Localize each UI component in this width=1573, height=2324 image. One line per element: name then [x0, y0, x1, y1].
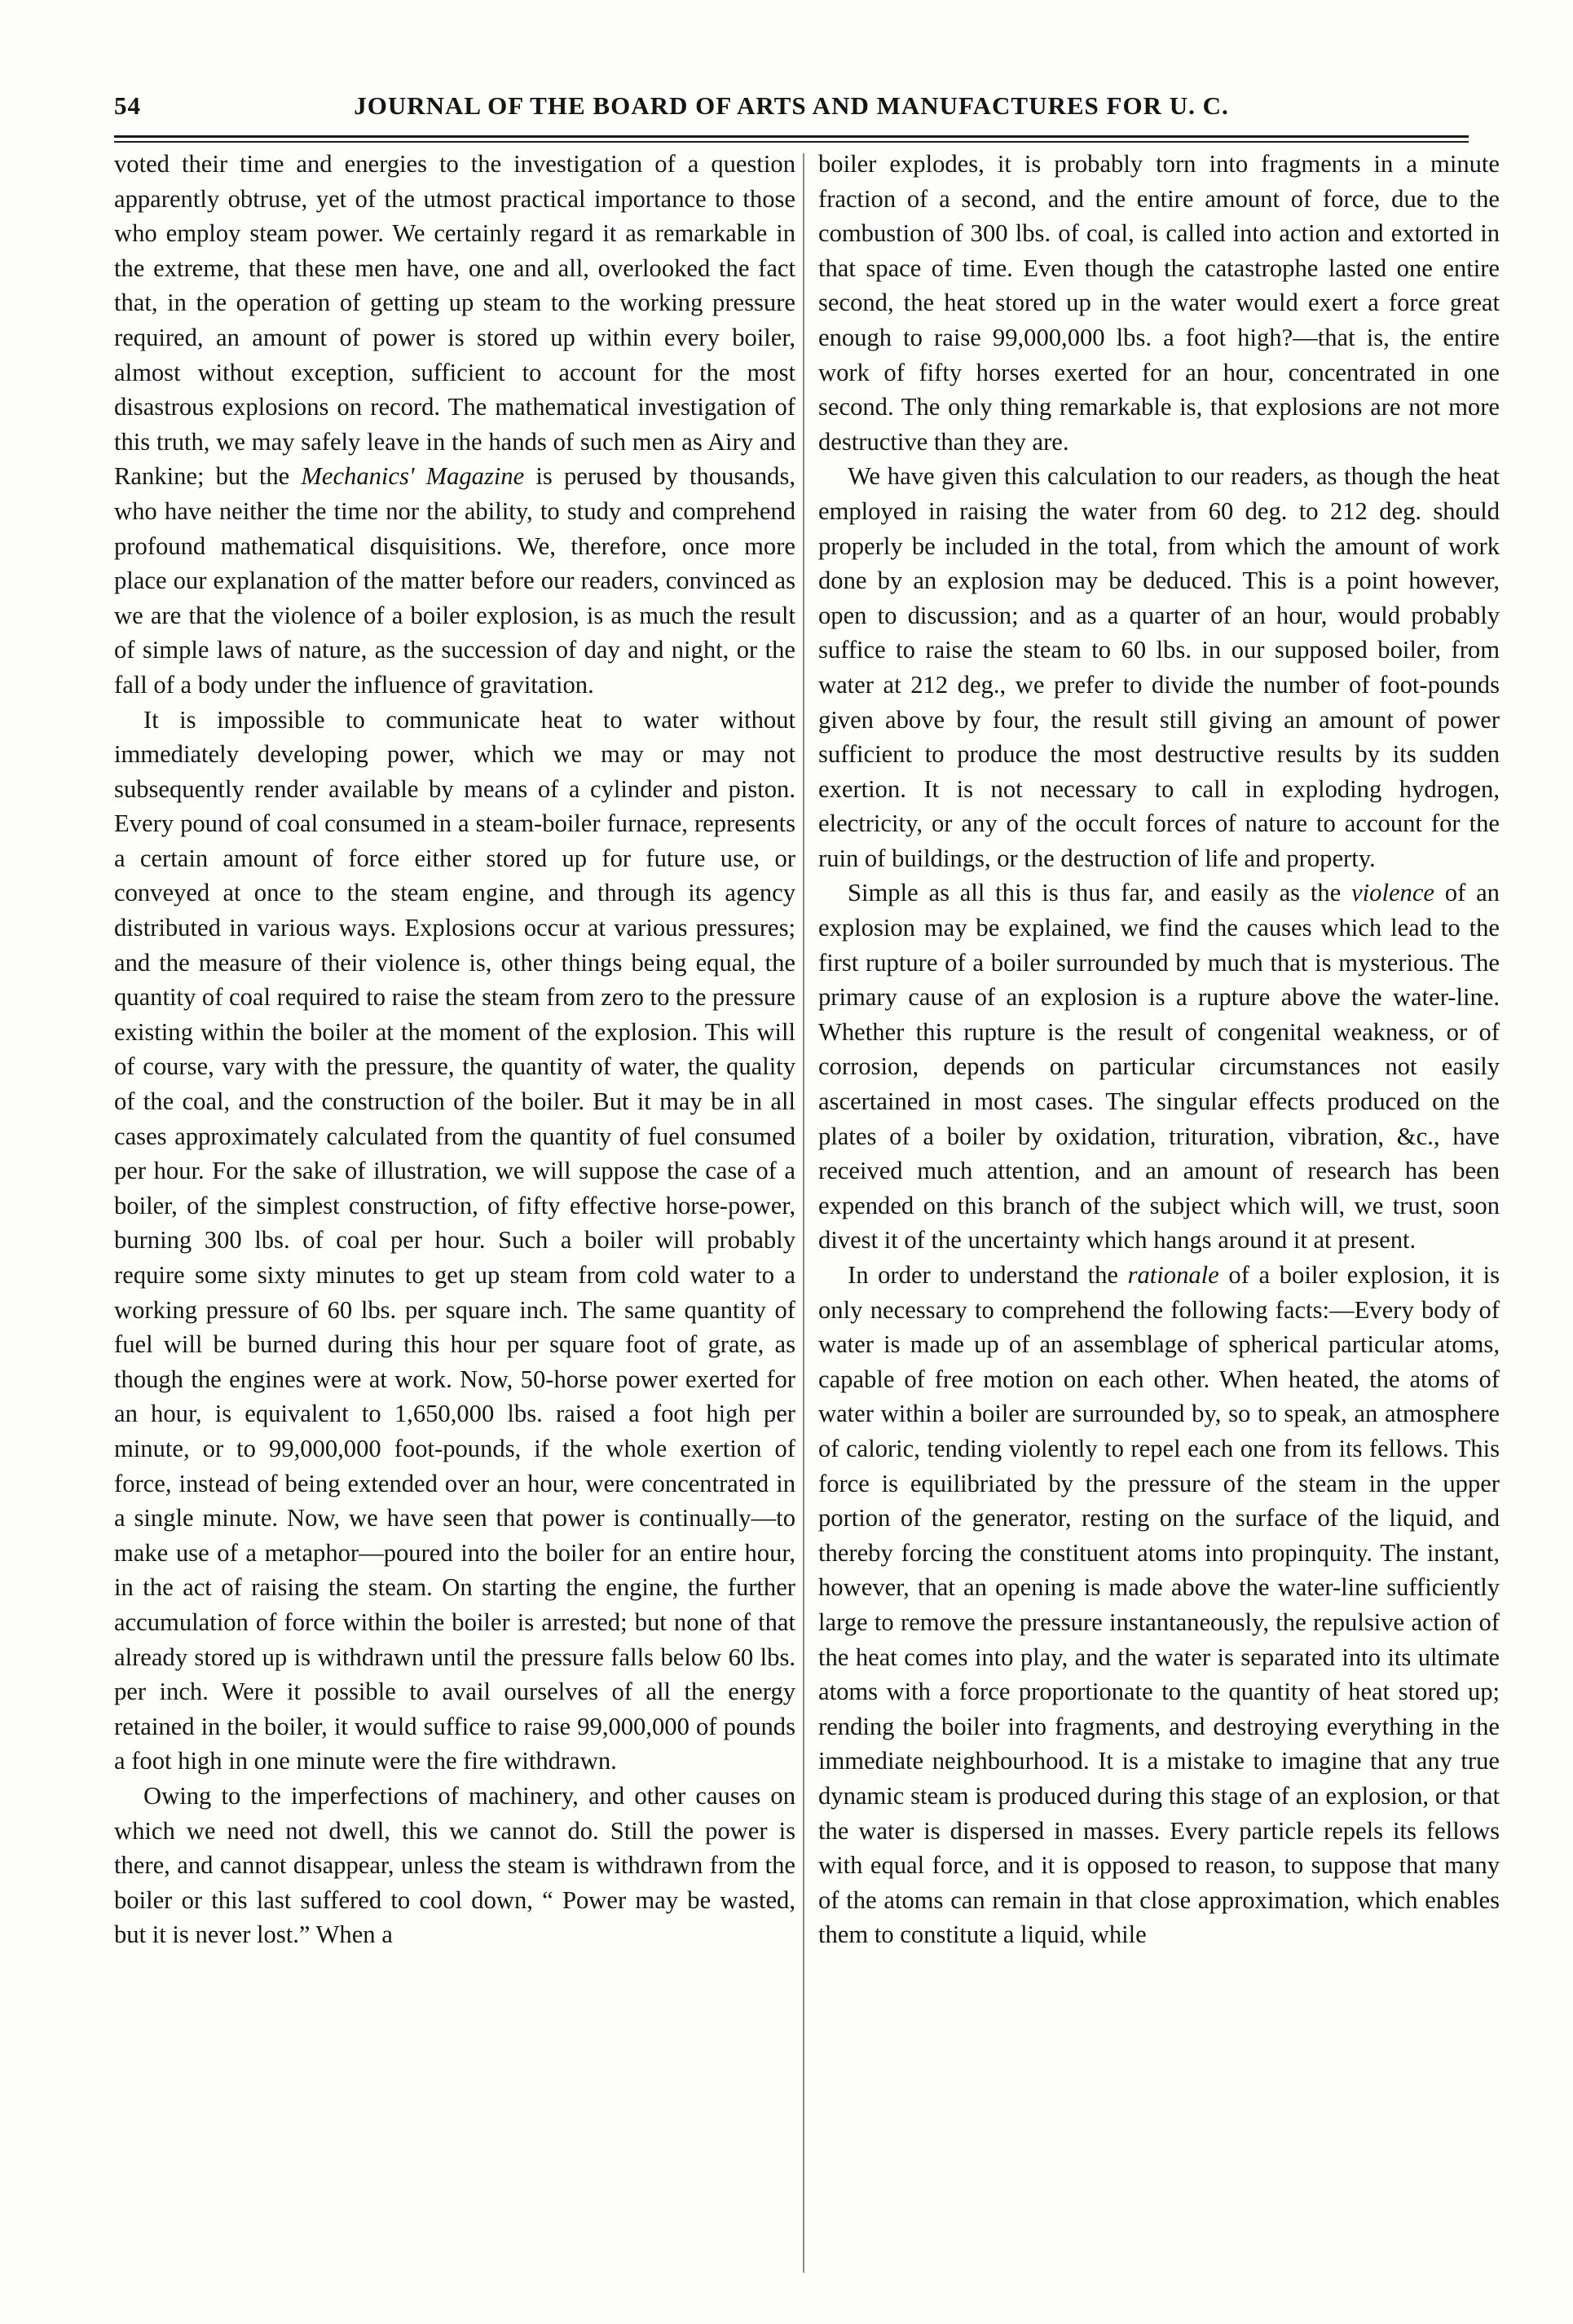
page-header [114, 91, 1469, 129]
paragraph: Simple as all this is thus far, and easily as the violence of an explosion may be explained, we find the causes which lead to the first rupture of a boiler surrounded by much that is mysterious. The primary cause of an explosion is a rupture above the water-line. Whether this rupture is the result of congenital weakness, or of corrosion, depends on particular circumstances not easily ascertained in most cases. The singular effects produced on the plates of a boiler by oxidation, trituration, vibration, &c., have received much attention, and an amount of research has been expended on this branch of the subject which will, we trust, soon divest it of the uncertainty which hangs around it at present. [818, 879, 1500, 1255]
paragraph: boiler explodes, it is probably torn into fragments in a minute fraction of a second, and the entire amount of force, due to the combustion of 300 lbs. of coal, is called into action and extorted in that space of time. Even though the catastrophe lasted one entire second, the heat stored up in the water would exert a force great enough to raise 99,000,000 lbs. a foot high?—that is, the entire work of fifty horses exerted for an hour, concentrated in one second. The only thing remarkable is, that explosions are not more destructive than they are. [818, 150, 1500, 456]
paragraph: We have given this calculation to our readers, as though the heat employed in raising the water from 60 deg. to 212 deg. should properly be included in the total, from which the amount of work done by an explosion may be deduced. This is a point however, open to discussion; and as a quarter of an hour, would probably suffice to raise the steam to 60 lbs. in our supposed boiler, from water at 212 deg., we prefer to divide the number of foot-pounds given above by four, the result still giving an amount of power sufficient to produce the most destructive results by its sudden exertion. It is not necessary to call in exploding hydrogen, electricity, or any of the occult forces of nature to account for the ruin of buildings, or the destruction of life and property. [818, 462, 1500, 872]
header-rule-thin [114, 141, 1469, 143]
paragraph: In order to understand the rationale of a boiler explosion, it is only necessary to comprehend the following facts:—Every body of water is made up of an assemblage of spherical particular atoms, capable of free motion on each other. When heated, the atoms of water within a boiler are surrounded by, so to speak, an atmosphere of caloric, tending violently to repel each one from its fellows. This force is equilibriated by the pressure of the steam in the upper portion of the generator, resting on the surface of the liquid, and thereby forcing the constituent atoms into propinquity. The instant, however, that an opening is made above the water-line sufficiently large to remove the pressure instantaneously, the repulsive action of the heat comes into play, and the water is separated into its ultimate atoms with a force proportionate to the quantity of heat stored up; rending the boiler into fragments, and destroying everything in the immediate neighbourhood. It is a mistake to imagine that any true dynamic steam is produced during this stage of an explosion, or that the water is dispersed in masses. Every particle repels its fellows with equal force, and it is opposed to reason, to suppose that many of the atoms can remain in that close approximation, which enables them to constitute a liquid, while [818, 1261, 1500, 1949]
column-divider [803, 153, 804, 2273]
left-column [114, 147, 795, 2266]
running-title: JOURNAL OF THE BOARD OF ARTS AND MANUFACTURES FOR U. C. [354, 91, 1229, 120]
page-number: 54 [114, 91, 141, 120]
paragraph: Owing to the imperfections of machinery, and other causes on which we need not dwell, this we cannot do. Still the power is there, and cannot disappear, unless the steam is withdrawn from the boiler or this last suffered to cool down, “ Power may be wasted, but it is never lost.” When a [114, 1781, 795, 1949]
paragraph: voted their time and energies to the investigation of a question apparently obtruse, yet of the utmost practical importance to those who employ steam power. We certainly regard it as remarkable in the extreme, that these men have, one and all, overlooked the fact that, in the operation of getting up steam to the working pressure required, an amount of power is stored up within every boiler, almost without exception, sufficient to account for the most disastrous explosions on record. The mathematical investigation of this truth, we may safely leave in the hands of such men as Airy and Rankine; but the Mechanics' Magazine is perused by thousands, who have neither the time nor the ability, to study and comprehend profound mathematical disquisitions. We, therefore, once more place our explanation of the matter before our readers, convinced as we are that the violence of a boiler explosion, is as much the result of simple laws of nature, as the succession of day and night, or the fall of a body under the influence of gravitation. [114, 150, 795, 699]
italic-word: violence [1351, 879, 1434, 907]
paragraph: It is impossible to communicate heat to water without immediately developing power, which we may or may not subsequently render available by means of a cylinder and piston. Every pound of coal consumed in a steam-boiler furnace, represents a certain amount of force either stored up for future use, or conveyed at once to the steam engine, and through its agency distributed in various ways. Explosions occur at various pressures; and the measure of their violence is, other things being equal, the quantity of coal required to raise the steam from zero to the pressure existing within the boiler at the moment of the explosion. This will of course, vary with the pressure, the quantity of water, the quality of the coal, and the construction of the boiler. But it may be in all cases approximately calculated from the quantity of fuel consumed per hour. For the sake of illustration, we will suppose the case of a boiler, of the simplest construction, of fifty effective horse-power, burning 300 lbs. of coal per hour. Such a boiler will probably require some sixty minutes to get up steam from cold water to a working pressure of 60 lbs. per square inch. The same quantity of fuel will be burned during this hour per square foot of grate, as though the engines were at work. Now, 50-horse power exerted for an hour, is equivalent to 1,650,000 lbs. raised a foot high per minute, or to 99,000,000 foot-pounds, if the whole exertion of force, instead of being extended over an hour, were concentrated in a single minute. Now, we have seen that power is continually—to make use of a metaphor—poured into the boiler for an entire hour, in the act of raising the steam. On starting the engine, the further accumulation of force within the boiler is arrested; but none of that already stored up is withdrawn until the pressure falls below 60 lbs. per inch. Were it possible to avail ourselves of all the energy retained in the boiler, it would suffice to raise 99,000,000 of pounds a foot high in one minute were the fire withdrawn. [114, 705, 795, 1775]
italic-title: Mechanics' Magazine [301, 462, 525, 491]
header-rule-thick [114, 135, 1469, 138]
italic-word: rationale [1127, 1261, 1219, 1289]
right-column [818, 147, 1500, 2266]
